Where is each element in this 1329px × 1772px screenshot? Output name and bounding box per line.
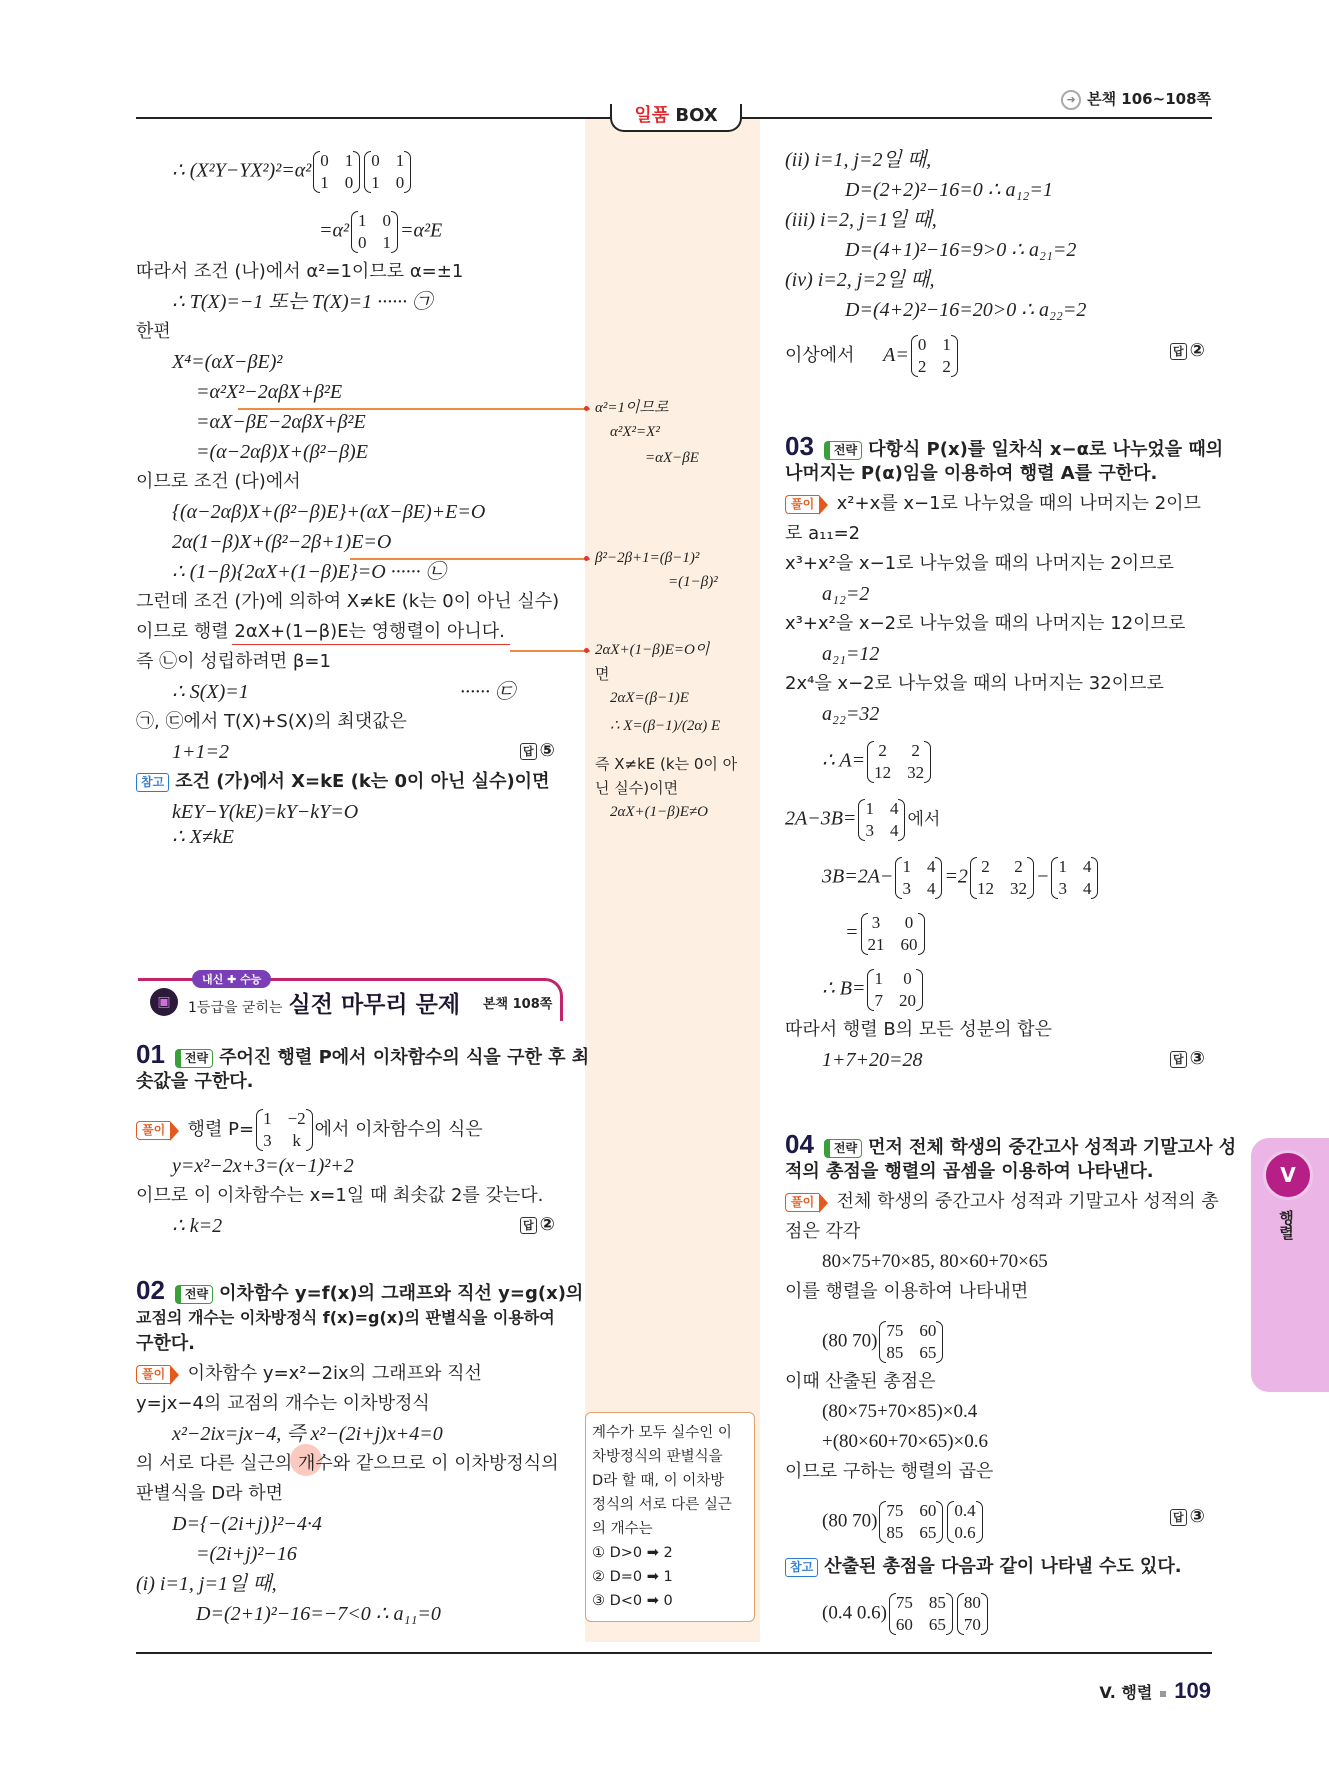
margin-note: 즉 X≠kE (k는 0이 아 xyxy=(595,755,738,773)
answer-mark xyxy=(1170,1048,1205,1069)
math-line xyxy=(822,968,925,1012)
text-segment: 먼저 전체 학생의 중간고사 성적과 기말고사 성 xyxy=(868,1137,1237,1158)
note-badge: 참고 xyxy=(136,773,169,792)
section-icon: ▣ xyxy=(150,988,178,1016)
text-segment: ∴ (X²Y−YX²)²=α² xyxy=(172,159,312,182)
text-segment: 3B=2A− xyxy=(822,865,894,888)
connector-line xyxy=(238,408,590,410)
matrix-entry: 2 xyxy=(942,357,951,376)
math-line xyxy=(822,1500,985,1544)
matrix xyxy=(957,1592,988,1636)
text-segment: ③ xyxy=(1189,1506,1205,1527)
text-segment: 산출된 총점을 다음과 같이 나타낼 수도 있다. xyxy=(824,1556,1182,1577)
matrix-entry: 0 xyxy=(382,211,391,230)
text-line: 따라서 조건 (나)에서 α²=1이므로 α=±1 xyxy=(136,261,464,282)
matrix-entry: 4 xyxy=(1082,857,1092,876)
matrix-entry: 1 xyxy=(382,233,391,252)
solution-line xyxy=(136,1108,483,1152)
matrix-entry: 1 xyxy=(865,799,874,818)
matrix-entry: 4 xyxy=(926,879,936,898)
tip-line: ③ D<0 ➡ 0 xyxy=(592,1593,673,1609)
text-segment: ⑤ xyxy=(539,740,555,761)
text-segment: 다항식 P(x)를 일차식 x−α로 나누었을 때의 xyxy=(868,439,1224,460)
margin-note: α²=1이므로 xyxy=(595,400,669,416)
matrix-entry: 3 xyxy=(865,821,874,840)
matrix-entry: 32 xyxy=(907,763,925,782)
answer-mark xyxy=(1170,340,1205,361)
math-line: =α²X²−2αβX+β²E xyxy=(196,381,343,403)
matrix-entry: 2 xyxy=(981,857,990,876)
circled-label: ······ ㉢ xyxy=(460,681,515,703)
strategy-line: 구한다. xyxy=(136,1333,196,1354)
strategy-badge: 전략 xyxy=(175,1285,213,1304)
matrix xyxy=(858,798,905,842)
strategy-badge: 전략 xyxy=(824,1139,862,1158)
tip-line: ① D>0 ➡ 2 xyxy=(592,1545,673,1561)
matrix xyxy=(1051,856,1098,900)
matrix-entry: 21 xyxy=(867,935,885,954)
math-line: D={−(2i+j)}²−4·4 xyxy=(172,1513,322,1535)
bottom-rule xyxy=(136,1652,1212,1654)
matrix-entry: 0.6 xyxy=(954,1523,976,1542)
tip-line: 차방정식의 판별식을 xyxy=(592,1449,723,1465)
matrix xyxy=(879,1500,943,1544)
matrix-entry: 0.4 xyxy=(954,1501,976,1520)
text-line: x³+x²을 x−2로 나누었을 때의 나머지는 12이므로 xyxy=(785,613,1186,634)
matrix-entry: 65 xyxy=(919,1523,937,1542)
matrix-entry: 85 xyxy=(886,1343,904,1362)
text-segment: ② xyxy=(539,1214,555,1235)
math-line: (iii) i=2, j=1일 때, xyxy=(785,209,937,231)
math-line: +(80×60+70×65)×0.6 xyxy=(822,1431,988,1452)
page-number: 109 xyxy=(1174,1678,1211,1703)
text-segment: 02 xyxy=(136,1275,165,1305)
math-line: 2α(1−β)X+(β²−2β+1)E=O xyxy=(172,531,392,553)
text-segment: 에서 이차함수의 식은 xyxy=(314,1119,483,1140)
matrix-entry: 75 xyxy=(886,1321,904,1340)
text-segment: ∴ A= xyxy=(822,749,866,772)
text-line: 이므로 행렬 2αX+(1−β)E는 영행렬이 아니다. xyxy=(136,621,505,642)
text-segment: = xyxy=(845,921,859,944)
text-segment: (80 70) xyxy=(822,1510,878,1532)
math-line: (iv) i=2, j=2일 때, xyxy=(785,269,935,291)
matrix-entry: 85 xyxy=(928,1593,946,1612)
math-line xyxy=(822,1320,945,1364)
separator-icon xyxy=(1160,1691,1166,1697)
chapter-side-label: 행렬 xyxy=(1277,1210,1295,1240)
matrix-entry: 75 xyxy=(895,1593,913,1612)
solution-badge: 풀이 xyxy=(136,1365,170,1384)
math-line xyxy=(785,798,940,842)
tip-line: 계수가 모두 실수인 이 xyxy=(592,1425,732,1441)
text-segment: 01 xyxy=(136,1039,165,1069)
margin-note: α²X²=X² xyxy=(610,424,660,440)
text-line: 이므로 이 이차함수는 x=1일 때 최솟값 2를 갖는다. xyxy=(136,1185,544,1206)
matrix-entry: 1 xyxy=(1058,857,1067,876)
top-rule xyxy=(136,117,612,119)
chapter-number-badge: V xyxy=(1263,1150,1313,1200)
matrix-entry: 85 xyxy=(886,1523,904,1542)
text-segment: 04 xyxy=(785,1129,814,1159)
strategy-badge: 전략 xyxy=(175,1049,213,1068)
math-line: =αX−βE−2αβX+β²E xyxy=(196,411,366,433)
matrix-entry: 0 xyxy=(903,969,912,988)
box-title xyxy=(610,104,742,132)
math-line: {(α−2αβ)X+(β²−β)E}+(αX−βE)+E=O xyxy=(172,501,486,523)
text-segment: x²+x를 x−1로 나누었을 때의 나머지는 2이므 xyxy=(836,493,1201,514)
tip-line: D라 할 때, 이 이차방 xyxy=(592,1473,725,1489)
matrix-entry: 1 xyxy=(874,969,883,988)
strategy-line: 교점의 개수는 이차방정식 f(x)=g(x)의 판별식을 이용하여 xyxy=(136,1308,555,1327)
math-line: =(α−2αβ)X+(β²−β)E xyxy=(196,441,368,463)
matrix-entry: 75 xyxy=(886,1501,904,1520)
text-line: 그런데 조건 (가)에 의하여 X≠kE (k는 0이 아닌 실수) xyxy=(136,591,560,612)
matrix-entry: 0 xyxy=(344,173,354,192)
matrix-entry: 1 xyxy=(358,211,367,230)
matrix-entry: 3 xyxy=(263,1131,272,1150)
math-line: 80×75+70×85, 80×60+70×65 xyxy=(822,1251,1048,1272)
box-title-text: BOX xyxy=(675,105,718,126)
text-line: y=jx−4의 교점의 개수는 이차방정식 xyxy=(136,1393,430,1414)
text-segment: − xyxy=(1035,865,1050,888)
math-line xyxy=(822,856,1100,900)
answer-icon: 답 xyxy=(520,743,537,760)
math-line: ∴ X≠kE xyxy=(172,826,235,848)
matrix-entry: 3 xyxy=(871,913,881,932)
matrix-entry: 2 xyxy=(911,741,920,760)
text-segment: 답 xyxy=(1170,1051,1187,1068)
matrix-entry: 0 xyxy=(358,233,367,252)
math-line xyxy=(319,210,442,254)
text-line: 한편 xyxy=(136,321,171,342)
connector-dot xyxy=(584,556,589,561)
matrix xyxy=(867,740,931,784)
answer-mark xyxy=(520,1214,555,1235)
matrix xyxy=(364,150,411,194)
text-segment: 1등급을 굳히는 xyxy=(188,1000,283,1016)
matrix-entry: −2 xyxy=(287,1109,306,1128)
text-segment: =α² xyxy=(319,219,349,242)
math-line: a₁₂=2 xyxy=(822,583,870,605)
matrix-entry: 3 xyxy=(902,879,911,898)
math-line: D=(2+2)²−16=0 ∴ a₁₂=1 xyxy=(845,179,1053,201)
text-segment: 행렬 P= xyxy=(187,1119,255,1140)
margin-note: 2αX=(β−1)E xyxy=(610,690,689,706)
matrix-entry: 60 xyxy=(919,1321,937,1340)
strategy-line: 적의 총점을 행렬의 곱셈을 이용하여 나타낸다. xyxy=(785,1161,1154,1182)
solution-line xyxy=(785,1188,1219,1216)
text-line: 즉 ㉡이 성립하려면 β=1 xyxy=(136,651,331,672)
matrix-entry: 1 xyxy=(902,857,911,876)
math-line: ∴ k=2 xyxy=(172,1215,223,1237)
margin-note: =(1−β)² xyxy=(668,574,718,590)
matrix-entry: 80 xyxy=(963,1593,981,1612)
text-line: 이때 산출된 총점은 xyxy=(785,1371,936,1392)
text-segment: (0.4 0.6) xyxy=(822,1602,887,1624)
text-segment: =α²E xyxy=(400,219,443,242)
text-segment: 이상에서 xyxy=(785,345,855,366)
matrix-entry: 3 xyxy=(1058,879,1067,898)
text-line: 점은 각각 xyxy=(785,1221,861,1242)
matrix xyxy=(879,1320,943,1364)
matrix-entry: 7 xyxy=(874,991,883,1010)
solution-badge: 풀이 xyxy=(785,495,819,514)
reference-note xyxy=(785,1553,1182,1581)
text-segment: 이차함수 y=f(x)의 그래프와 직선 y=g(x)의 xyxy=(219,1283,584,1304)
matrix-entry: 4 xyxy=(889,821,899,840)
margin-note: 면 xyxy=(595,665,610,683)
math-line: a₂₁=12 xyxy=(822,643,880,665)
math-line: =(2i+j)²−16 xyxy=(196,1543,297,1565)
math-line: ∴ T(X)=−1 또는 T(X)=1 ······ ㉠ xyxy=(172,291,433,313)
math-line: D=(4+1)²−16=9>0 ∴ a₂₁=2 xyxy=(845,239,1077,261)
text-line: 로 a₁₁=2 xyxy=(785,523,861,544)
matrix xyxy=(867,968,923,1012)
strategy-line: 솟값을 구한다. xyxy=(136,1071,254,1092)
matrix-entry: 20 xyxy=(898,991,916,1010)
math-line: (i) i=1, j=1일 때, xyxy=(136,1573,277,1595)
matrix-entry: 4 xyxy=(1082,879,1092,898)
text-line: ㉠, ㉢에서 T(X)+S(X)의 최댓값은 xyxy=(136,711,407,732)
text-segment: 이차함수 y=x²−2ix의 그래프와 직선 xyxy=(187,1363,482,1384)
math-line: x²−2ix=jx−4, 즉 x²−(2i+j)x+4=0 xyxy=(172,1423,443,1445)
matrix-entry: 32 xyxy=(1009,879,1027,898)
matrix-entry: 70 xyxy=(963,1615,981,1634)
matrix-entry: 1 xyxy=(371,173,380,192)
text-line: 이므로 구하는 행렬의 곱은 xyxy=(785,1461,994,1482)
math-line: (80×75+70×85)×0.4 xyxy=(822,1401,978,1422)
matrix-entry: 1 xyxy=(320,173,329,192)
math-line: (ii) i=1, j=2일 때, xyxy=(785,149,932,171)
page-ref-text: 본책 106~108쪽 xyxy=(1087,90,1211,108)
text-segment: 2A−3B= xyxy=(785,807,857,830)
strategy-line: 나머지는 P(α)임을 이용하여 행렬 A를 구한다. xyxy=(785,463,1158,484)
section-badge: 내신 ✚ 수능 xyxy=(192,970,271,988)
math-line: a₂₂=32 xyxy=(822,703,880,725)
math-line: D=(2+1)²−16=−7<0 ∴ a₁₁=0 xyxy=(196,1603,441,1625)
text-line: 따라서 행렬 B의 모든 성분의 합은 xyxy=(785,1019,1052,1040)
matrix-entry: 12 xyxy=(976,879,994,898)
text-segment: 에서 xyxy=(907,809,941,830)
text-segment: (80 70) xyxy=(822,1330,878,1352)
answer-mark xyxy=(1170,1506,1205,1527)
discriminant-tip-box xyxy=(585,1412,755,1622)
connector-dot xyxy=(584,406,589,411)
margin-note: 2αX+(1−β)E=O이 xyxy=(595,642,710,658)
text-line: x³+x²을 x−1로 나누었을 때의 나머지는 2이므로 xyxy=(785,553,1174,574)
section-title xyxy=(188,986,460,1019)
matrix xyxy=(313,150,360,194)
text-segment: ② xyxy=(1189,340,1205,361)
matrix xyxy=(351,210,398,254)
text-segment: 주어진 행렬 P에서 이차함수의 식을 구한 후 최 xyxy=(219,1047,590,1068)
matrix-entry: 0 xyxy=(917,335,927,354)
matrix xyxy=(895,856,942,900)
connector-line xyxy=(350,558,590,560)
section-page-ref: 본책 108쪽 xyxy=(483,997,553,1012)
matrix-entry: 60 xyxy=(900,935,918,954)
math-line xyxy=(822,740,933,784)
text-segment: ∴ B= xyxy=(822,977,866,1000)
text-segment: =2 xyxy=(944,865,968,888)
matrix-entry: 65 xyxy=(919,1343,937,1362)
reference-note xyxy=(136,768,549,796)
text-segment: 답 xyxy=(1170,343,1187,360)
matrix xyxy=(970,856,1034,900)
matrix-entry: 60 xyxy=(895,1615,913,1634)
connector-dot xyxy=(584,648,589,653)
margin-note: =αX−βE xyxy=(645,450,699,466)
matrix xyxy=(947,1500,982,1544)
text-segment: 조건 (가)에서 X=kE (k는 0이 아닌 실수)이면 xyxy=(175,771,550,792)
matrix-entry: 4 xyxy=(926,857,936,876)
page-footer xyxy=(1099,1678,1211,1704)
solution-badge: 풀이 xyxy=(136,1121,170,1140)
text-segment: 03 xyxy=(785,431,814,461)
text-line: 의 서로 다른 실근의 개수와 같으므로 이 이차방정식의 xyxy=(136,1453,559,1474)
chapter-label: V. 행렬 xyxy=(1099,1683,1153,1702)
matrix-entry: 1 xyxy=(942,335,951,354)
math-line: y=x²−2x+3=(x−1)²+2 xyxy=(172,1155,354,1177)
tip-line: ② D=0 ➡ 1 xyxy=(592,1569,673,1585)
math-line: ∴ (1−β){2αX+(1−β)E}=O ······ ㉡ xyxy=(172,561,446,583)
text-line: 2x⁴을 x−2로 나누었을 때의 나머지는 32이므로 xyxy=(785,673,1164,694)
page-reference xyxy=(1061,88,1211,110)
text-segment: A= xyxy=(883,344,909,366)
text-segment: 답 xyxy=(1170,1509,1187,1526)
solution-badge: 풀이 xyxy=(785,1193,819,1212)
matrix-entry: 65 xyxy=(928,1615,946,1634)
math-line: 1+1=2 xyxy=(172,741,229,763)
matrix-entry: 2 xyxy=(1014,857,1023,876)
matrix-entry: 60 xyxy=(919,1501,937,1520)
text-line: 이를 행렬을 이용하여 나타내면 xyxy=(785,1281,1029,1302)
margin-note: 닌 실수)이면 xyxy=(595,779,679,797)
matrix xyxy=(911,334,958,378)
margin-note: β²−2β+1=(β−1)² xyxy=(595,550,700,566)
connector-line xyxy=(510,650,590,652)
math-line: X⁴=(αX−βE)² xyxy=(172,351,283,373)
note-badge: 참고 xyxy=(785,1558,818,1577)
tip-line: 정식의 서로 다른 실근 xyxy=(592,1497,732,1513)
margin-note: 2αX+(1−β)E≠O xyxy=(610,804,708,820)
matrix-entry: 2 xyxy=(917,357,927,376)
matrix-entry: 12 xyxy=(874,763,892,782)
math-line: ∴ S(X)=1 xyxy=(172,681,249,703)
math-line xyxy=(845,912,927,956)
matrix-entry: 0 xyxy=(904,913,914,932)
solution-line xyxy=(785,490,1201,518)
text-segment: 전체 학생의 중간고사 성적과 기말고사 성적의 총 xyxy=(836,1191,1219,1212)
top-rule xyxy=(736,117,1212,119)
text-segment: 답 xyxy=(520,1217,537,1234)
text-segment: 실전 마무리 문제 xyxy=(288,992,461,1018)
math-line xyxy=(822,1592,990,1636)
matrix-entry: 1 xyxy=(344,151,354,170)
margin-note: ∴ X=(β−1)/(2α) E xyxy=(610,718,721,734)
matrix xyxy=(861,912,925,956)
matrix-entry: 0 xyxy=(395,173,405,192)
matrix-entry: 0 xyxy=(320,151,329,170)
math-line xyxy=(785,334,960,378)
text-segment: ③ xyxy=(1189,1048,1205,1069)
math-line: 1+7+20=28 xyxy=(822,1049,923,1071)
math-line: D=(4+2)²−16=20>0 ∴ a₂₂=2 xyxy=(845,299,1087,321)
answer-mark xyxy=(520,740,555,761)
text-line: 이므로 조건 (다)에서 xyxy=(136,471,301,492)
matrix xyxy=(256,1108,313,1152)
math-line: kEY−Y(kE)=kY−kY=O xyxy=(172,801,359,823)
arrow-circle-icon: ➜ xyxy=(1061,90,1081,110)
text-line: 판별식을 D라 하면 xyxy=(136,1483,284,1504)
matrix xyxy=(889,1592,953,1636)
box-title-red: 일품 xyxy=(634,105,670,126)
matrix-entry: k xyxy=(292,1131,301,1150)
matrix-entry: 2 xyxy=(878,741,887,760)
tip-line: 의 개수는 xyxy=(592,1521,653,1537)
underline xyxy=(232,644,510,645)
matrix-entry: 4 xyxy=(889,799,899,818)
matrix-entry: 1 xyxy=(263,1109,272,1128)
matrix-entry: 0 xyxy=(371,151,380,170)
math-line xyxy=(172,150,413,194)
matrix-entry: 1 xyxy=(395,151,405,170)
strategy-badge: 전략 xyxy=(824,441,862,460)
solution-line xyxy=(136,1360,482,1388)
